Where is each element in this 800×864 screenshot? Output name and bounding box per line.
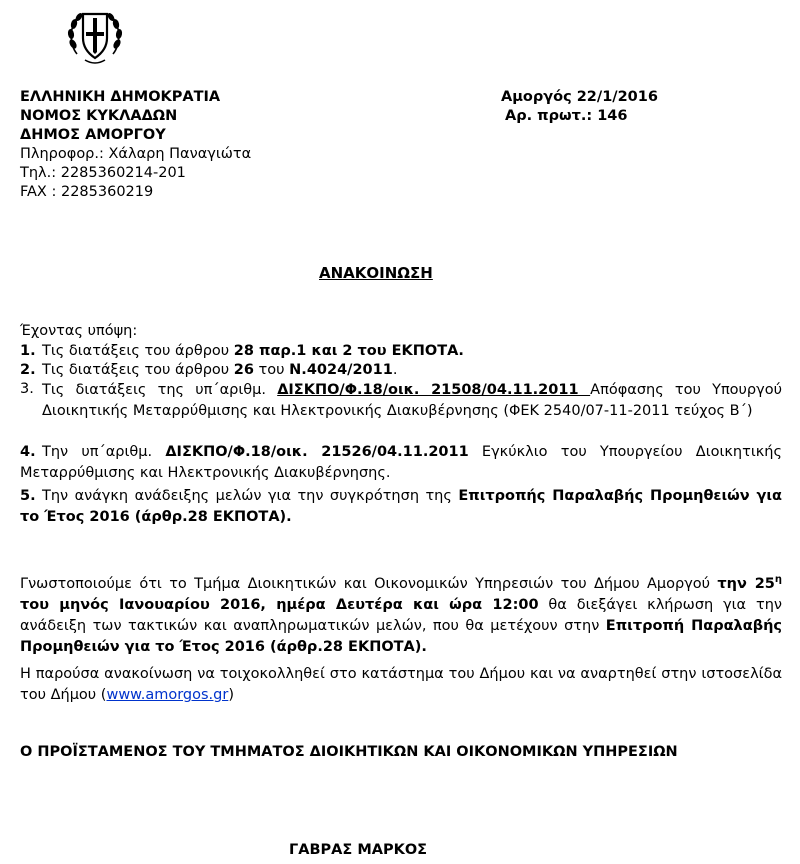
- signatory-name: ΓΑΒΡΑΣ ΜΑΡΚΟΣ: [289, 842, 428, 858]
- item-bold-text: Ν.4024/2011: [289, 362, 393, 378]
- item-text: του: [253, 362, 290, 378]
- list-item: [20, 442, 782, 484]
- place-date: Αμοργός 22/1/2016: [501, 89, 658, 105]
- sender-line-2: ΝΟΜΟΣ ΚΥΚΛΑΔΩΝ: [20, 108, 178, 124]
- paragraph-text: ): [228, 687, 234, 703]
- item-bold-text: 26: [233, 362, 254, 378]
- sender-fax: FAX : 2285360219: [20, 184, 154, 200]
- list-item: [20, 486, 782, 528]
- item-bold-text: 28 παρ.1 και 2 του ΕΚΠΟΤΑ.: [233, 343, 464, 359]
- intro-text: Έχοντας υπόψη:: [20, 323, 138, 339]
- date-text: την 25: [717, 575, 775, 592]
- sender-phone: Τηλ.: 2285360214-201: [20, 165, 186, 181]
- item-text: .: [392, 362, 398, 378]
- paragraph-text: θα διεξάγει κλήρωση για την ανάδειξη των τακτικών και αναπληρωματικών μελών, που θα μετέχουν στην: [20, 596, 782, 634]
- sender-info: Πληροφορ.: Χάλαρη Παναγιώτα: [20, 146, 252, 162]
- list-item: [42, 380, 782, 422]
- protocol-number: Αρ. πρωτ.: 146: [505, 108, 628, 124]
- item-text: Την υπ΄αριθμ.: [42, 444, 166, 460]
- list-item: [20, 362, 397, 378]
- signatory-role: Ο ΠΡΟΪΣΤΑΜΕΝΟΣ ΤΟΥ ΤΜΗΜΑΤΟΣ ΔΙΟΙΚΗΤΙΚΩΝ ΚΑΙ ΟΙΚΟΝΟΜΙΚΩΝ ΥΠΗΡΕΣΙΩΝ: [20, 744, 678, 760]
- item-bold-text: ΔΙΣΚΠΟ/Φ.18/οικ. 21526/04.11.2011: [165, 444, 469, 460]
- document-title: ΑΝΑΚΟΙΝΩΣΗ: [319, 264, 433, 282]
- item-number-3: 3.: [20, 381, 34, 397]
- item-text: Τις διατάξεις του άρθρου: [42, 362, 234, 378]
- ordinal-superscript: η: [774, 574, 782, 585]
- item-text: Την ανάγκη ανάδειξης μελών για την συγκρότηση της: [42, 488, 459, 504]
- list-item: [20, 343, 464, 359]
- item-number: 2.: [20, 362, 36, 378]
- sender-line-1: ΕΛΛΗΝΙΚΗ ΔΗΜΟΚΡΑΤΙΑ: [20, 89, 221, 105]
- item-number: 5.: [20, 488, 36, 504]
- item-text: Εγκύκλιο του Υπουργείου Διοικητικής Μεταρρύθμισης και Ηλεκτρονικής Διακυβέρνησης.: [20, 444, 783, 481]
- item-text: Τις διατάξεις του άρθρου: [42, 343, 234, 359]
- website-link[interactable]: www.amorgos.gr: [106, 687, 229, 703]
- item-text: Απόφασης του Υπουργού Διοικητικής Μεταρρύθμισης και Ηλεκτρονικής Διακυβέρνησης (ΦΕΚ 2540/07-11-2011 τεύχος Β΄): [42, 382, 782, 419]
- item-number: 1.: [20, 343, 36, 359]
- item-number: 4.: [20, 444, 36, 460]
- item-bold-text: Επιτροπής Παραλαβής Προμηθειών για το Έτος 2016 (άρθρ.28 ΕΚΠΟΤΑ).: [20, 488, 782, 525]
- item-text: Τις διατάξεις της υπ΄αριθμ.: [42, 382, 278, 398]
- paragraph-text: Η παρούσα ανακοίνωση να τοιχοκολληθεί στο κατάστημα του Δήμου και να αναρτηθεί στην ιστοσελίδα του Δήμου (: [20, 666, 782, 703]
- committee-name: Επιτροπή Παραλαβής Προμηθειών για το Έτος 2016 (άρθρ.28 ΕΚΠΟΤΑ).: [20, 617, 782, 655]
- posting-paragraph: [20, 664, 782, 706]
- sender-line-3: ΔΗΜΟΣ ΑΜΟΡΓΟΥ: [20, 127, 166, 143]
- date-time-text: του μηνός Ιανουαρίου 2016, ημέρα Δευτέρα και ώρα 12:00: [20, 596, 539, 613]
- greek-emblem-icon: [63, 4, 127, 68]
- item-bold-text: ΔΙΣΚΠΟ/Φ.18/οικ. 21508/04.11.2011: [277, 382, 591, 398]
- announcement-paragraph: [20, 569, 782, 658]
- paragraph-text: Γνωστοποιούμε ότι το Τμήμα Διοικητικών και Οικονομικών Υπηρεσιών του Δήμου Αμοργού: [20, 575, 718, 592]
